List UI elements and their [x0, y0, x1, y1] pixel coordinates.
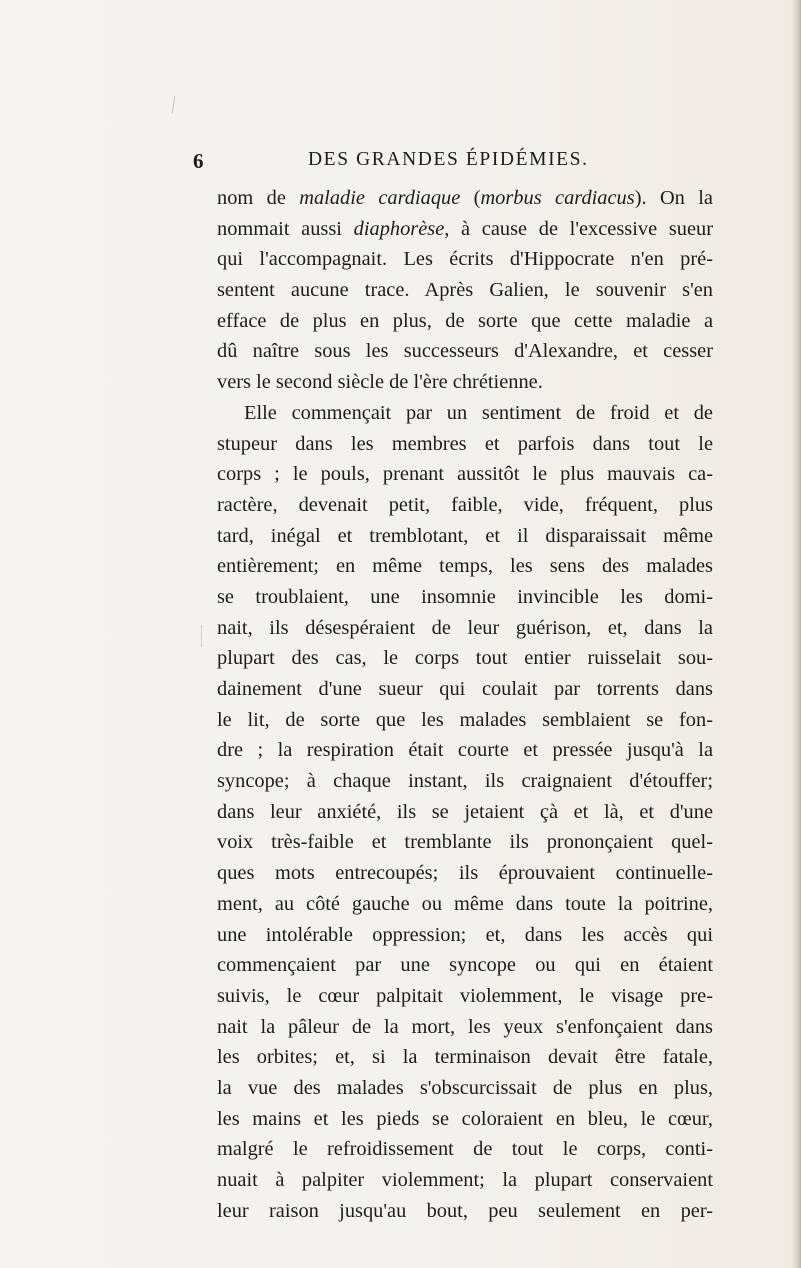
- text-line: dû naître sous les successeurs d'Alexandre, et cesser: [217, 340, 713, 363]
- text-line: nom de maladie cardiaque (morbus cardiacus). On la: [217, 187, 713, 209]
- running-head-title: DES GRANDES ÉPIDÉMIES.: [308, 149, 589, 170]
- text-line: la vue des malades s'obscurcissait de plus en plus,: [217, 1076, 713, 1099]
- text-line: nait la pâleur de la mort, les yeux s'enfonçaient dans: [217, 1015, 713, 1038]
- text-line: plupart des cas, le corps tout entier ruisselait sou-: [217, 647, 713, 670]
- text-line: nommait aussi diaphorèse, à cause de l'excessive sueur: [217, 217, 713, 240]
- text-line: commençaient par une syncope ou qui en étaient: [217, 954, 713, 977]
- text-line: corps ; le pouls, prenant aussitôt le plus mauvais ca-: [217, 463, 713, 486]
- text-line: suivis, le cœur palpitait violemment, le visage pre-: [217, 984, 713, 1007]
- text-line: stupeur dans les membres et parfois dans tout le: [217, 432, 713, 455]
- text-line: dainement d'une sueur qui coulait par torrents dans: [217, 678, 713, 700]
- text-line: le lit, de sorte que les malades semblaient se fon-: [217, 708, 713, 731]
- text-line: dre ; la respiration était courte et pressée jusqu'à la: [217, 739, 713, 762]
- running-head: [193, 149, 713, 177]
- page-number: 6: [193, 149, 204, 173]
- page-edge-shadow: [791, 0, 801, 1268]
- text-line: se troublaient, une insomnie invincible les domi-: [217, 585, 713, 608]
- text-line: nait, ils désespéraient de leur guérison, et, dans la: [217, 616, 713, 639]
- text-line: dans leur anxiété, ils se jetaient çà et là, et d'une: [217, 800, 713, 823]
- text-line: les orbites; et, si la terminaison devait être fatale,: [217, 1046, 713, 1069]
- text-line: une intolérable oppression; et, dans les accès qui: [217, 923, 713, 946]
- text-line: ment, au côté gauche ou même dans toute la poitrine,: [217, 892, 713, 915]
- text-line: tard, inégal et tremblotant, et il disparaissait même: [217, 524, 713, 547]
- text-line: malgré le refroidissement de tout le corps, conti-: [217, 1138, 713, 1161]
- text-line: ractère, devenait petit, faible, vide, fréquent, plus: [217, 493, 713, 516]
- text-line: sentent aucune trace. Après Galien, le souvenir s'en: [217, 279, 713, 302]
- text-line: vers le second siècle de l'ère chrétienne.: [217, 371, 543, 394]
- text-line: qui l'accompagnait. Les écrits d'Hippocrate n'en pré-: [217, 248, 713, 271]
- margin-mark: [201, 625, 202, 647]
- text-line: ques mots entrecoupés; ils éprouvaient continuelle-: [217, 862, 713, 885]
- text-line: voix très-faible et tremblante ils prononçaient quel-: [217, 831, 713, 854]
- text-line: syncope; à chaque instant, ils craignaient d'étouffer;: [217, 770, 713, 793]
- pencil-mark: [172, 96, 175, 114]
- text-line: entièrement; en même temps, les sens des malades: [217, 555, 713, 578]
- text-line: leur raison jusqu'au bout, peu seulement en per-: [217, 1199, 713, 1222]
- body-text: [217, 183, 713, 1226]
- text-line: efface de plus en plus, de sorte que cette maladie a: [217, 309, 713, 332]
- paragraph-start: Elle commençait par un sentiment de froid et de: [244, 401, 713, 424]
- text-line: les mains et les pieds se coloraient en bleu, le cœur,: [217, 1107, 713, 1130]
- text-line: nuait à palpiter violemment; la plupart conservaient: [217, 1169, 713, 1191]
